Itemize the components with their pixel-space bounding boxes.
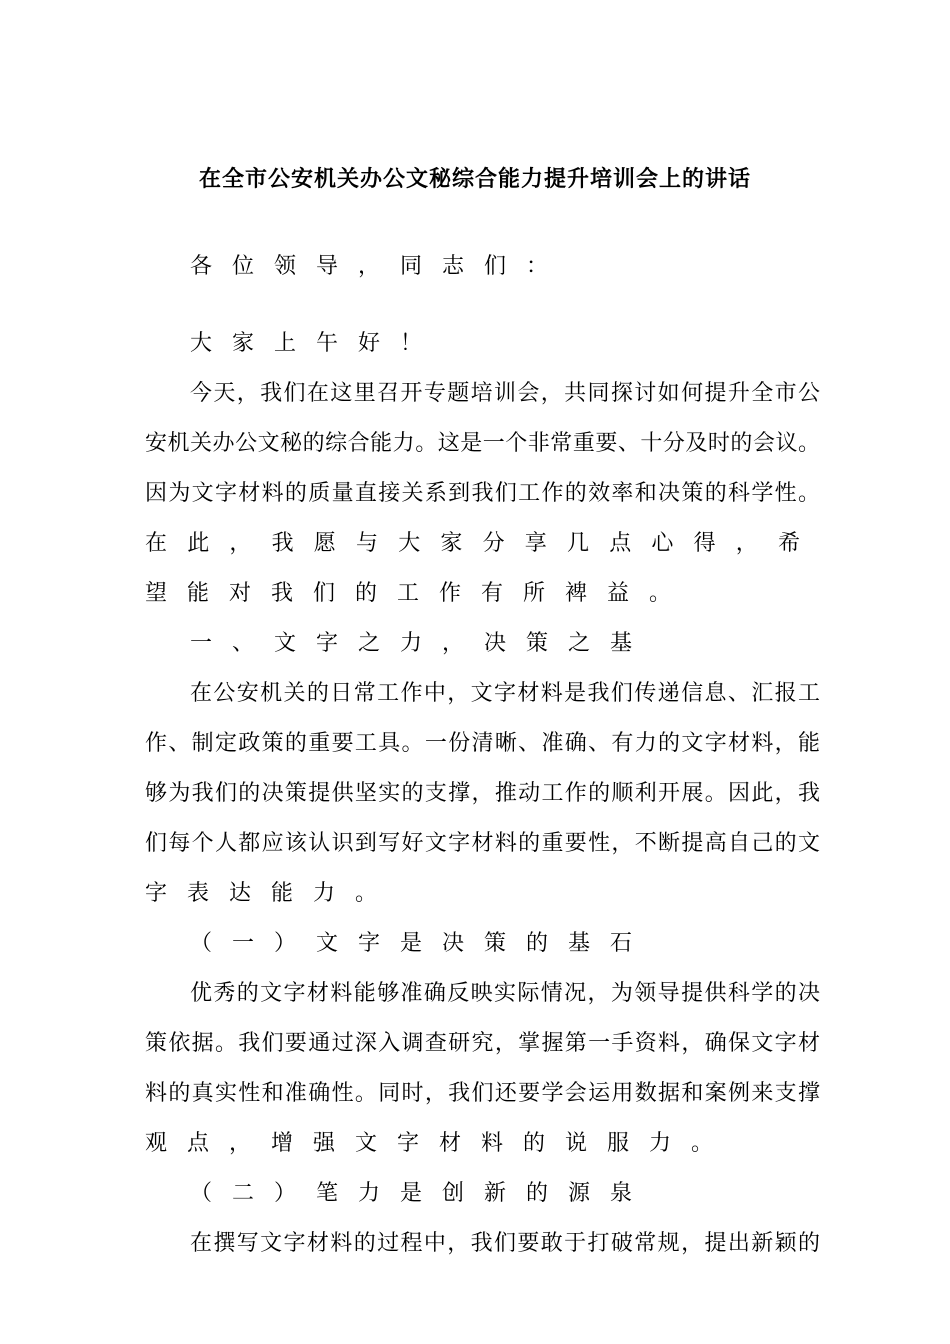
text-line: 因为文字材料的质量直接关系到我们工作的效率和决策的科学性。 <box>145 481 820 506</box>
text-line: 各位领导，同志们： <box>190 254 569 279</box>
text-line: 观点，增强文字材料的说服力。 <box>145 1131 734 1156</box>
paragraph <box>145 669 825 919</box>
text-line: （二）笔力是创新的源泉 <box>190 1181 653 1206</box>
text-line: 今天，我们在这里召开专题培训会，共同探讨如何提升全市公 <box>190 381 820 406</box>
text-line: 料的真实性和准确性。同时，我们还要学会运用数据和案例来支撑 <box>145 1081 820 1106</box>
text-line: 够为我们的决策提供坚实的支撑，推动工作的顺利开展。因此，我 <box>145 781 820 806</box>
paragraph <box>145 369 825 619</box>
text-line: 安机关办公文秘的综合能力。这是一个非常重要、十分及时的会议。 <box>145 431 820 456</box>
text-line: 优秀的文字材料能够准确反映实际情况，为领导提供科学的决 <box>190 981 820 1006</box>
text-line: 们每个人都应该认识到写好文字材料的重要性，不断提高自己的文 <box>145 831 820 856</box>
paragraph <box>145 242 825 292</box>
text-line: 一、文字之力，决策之基 <box>190 631 653 656</box>
document-title: 在全市公安机关办公文秘综合能力提升培训会上的讲话 <box>198 167 751 192</box>
text-line: 作、制定政策的重要工具。一份清晰、准确、有力的文字材料，能 <box>145 731 820 756</box>
document-body <box>145 242 825 1269</box>
text-line: 策依据。我们要通过深入调查研究，掌握第一手资料，确保文字材 <box>145 1031 820 1056</box>
paragraph <box>145 1219 825 1269</box>
text-line: （一）文字是决策的基石 <box>190 931 653 956</box>
text-line: 在此，我愿与大家分享几点心得，希望能对我们的工作有所裨益。 <box>145 531 820 606</box>
paragraph <box>145 919 825 969</box>
paragraph <box>145 619 825 669</box>
paragraph <box>145 319 825 369</box>
paragraph <box>145 969 825 1169</box>
text-line: 在公安机关的日常工作中，文字材料是我们传递信息、汇报工 <box>190 681 820 706</box>
text-line: 大家上午好！ <box>190 331 443 356</box>
text-line: 在撰写文字材料的过程中，我们要敢于打破常规，提出新颖的 <box>190 1231 820 1256</box>
text-line: 字表达能力。 <box>145 881 398 906</box>
paragraph <box>145 1169 825 1219</box>
